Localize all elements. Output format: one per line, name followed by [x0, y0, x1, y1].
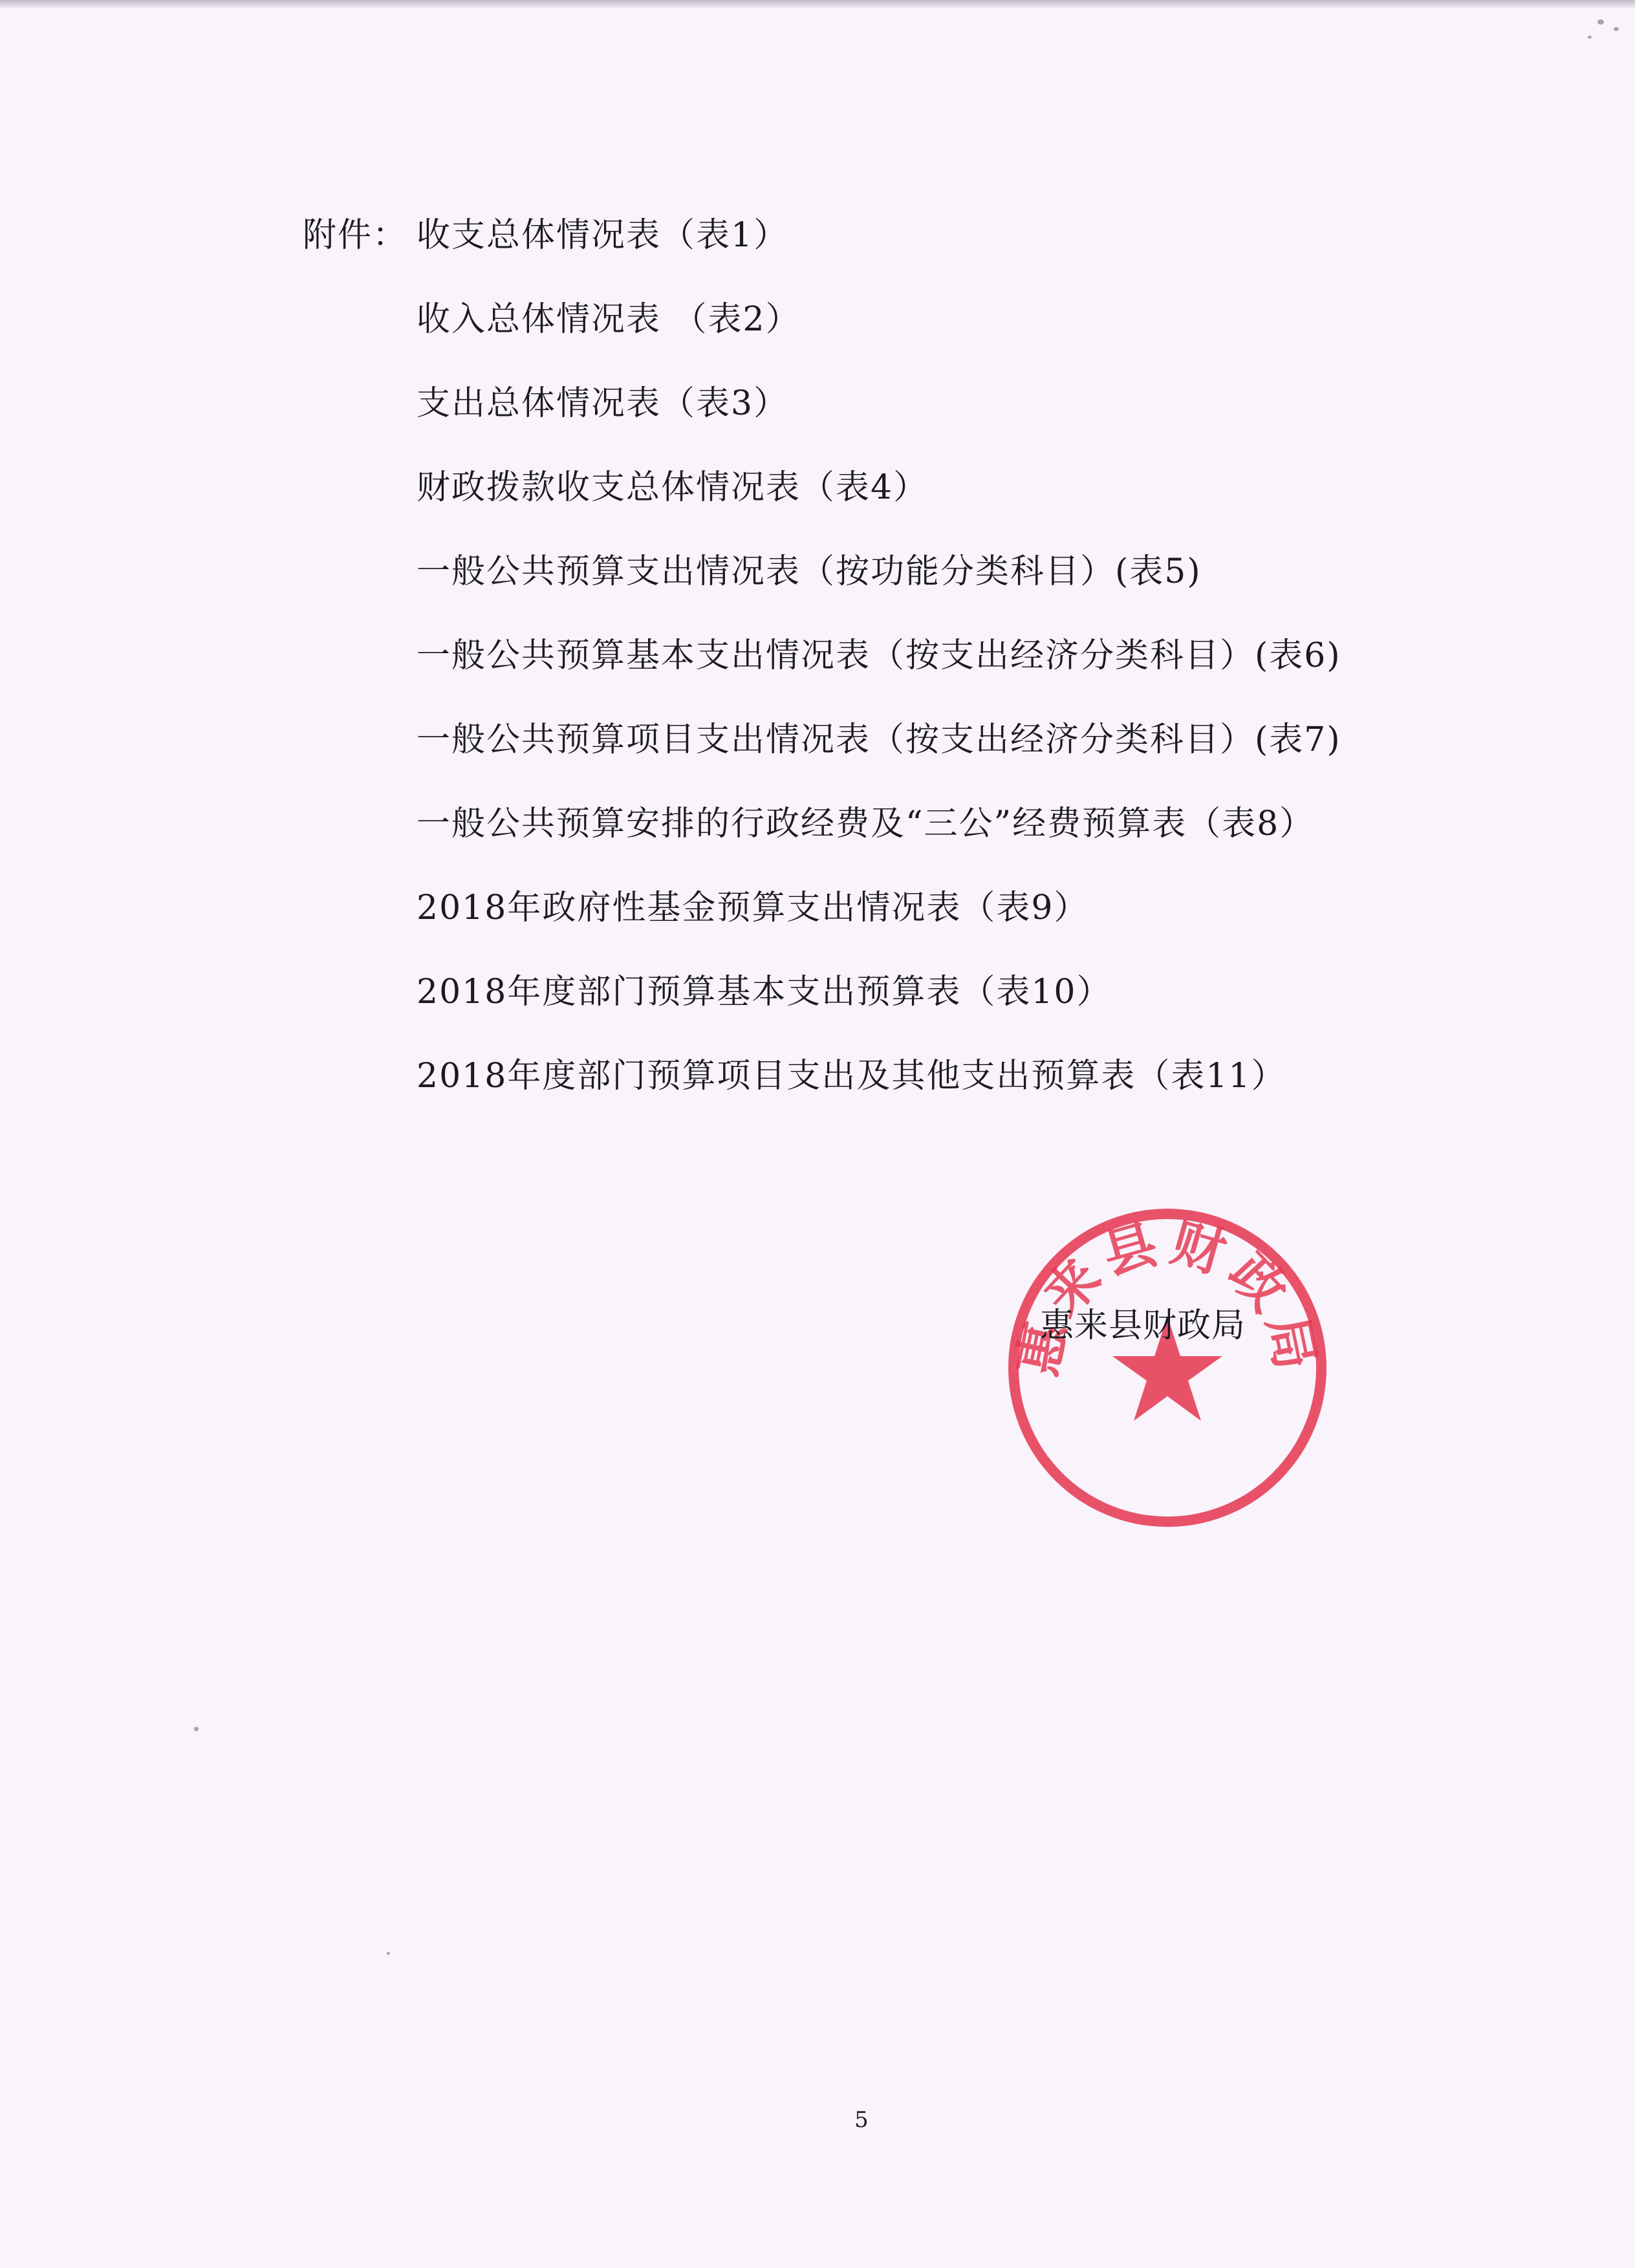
page-number: 5 — [854, 2107, 869, 2133]
attachment-item-7: 一般公共预算项目支出情况表（按支出经济分类科目）(表7) — [417, 720, 1341, 759]
seal-arc-text: 惠来县财政局 — [1006, 1211, 1328, 1381]
attachment-item-3: 支出总体情况表（表3） — [417, 384, 789, 423]
issuing-organization: 惠来县财政局 — [1040, 1306, 1246, 1345]
attachment-item-9: 2018年政府性基金预算支出情况表（表9） — [417, 889, 1089, 927]
attachment-item-2: 收入总体情况表 （表2） — [417, 300, 801, 339]
attachment-item-10: 2018年度部门预算基本支出预算表（表10） — [417, 973, 1112, 1011]
seal-graphic — [999, 1200, 1336, 1536]
attachment-item-6: 一般公共预算基本支出情况表（按支出经济分类科目）(表6) — [417, 636, 1341, 675]
attachment-item-1: 收支总体情况表（表1） — [417, 216, 789, 255]
attachment-item-4: 财政拨款收支总体情况表（表4） — [417, 468, 929, 507]
attachment-item-5: 一般公共预算支出情况表（按功能分类科目）(表5) — [417, 552, 1202, 591]
scan-speck — [387, 1952, 390, 1955]
attachment-item-8: 一般公共预算安排的行政经费及“三公”经费预算表（表8） — [417, 805, 1315, 843]
scan-speck — [194, 1727, 199, 1731]
official-seal — [999, 1200, 1336, 1536]
attachment-item-11: 2018年度部门预算项目支出及其他支出预算表（表11） — [417, 1057, 1286, 1096]
attachment-label: 附件： — [303, 216, 408, 255]
